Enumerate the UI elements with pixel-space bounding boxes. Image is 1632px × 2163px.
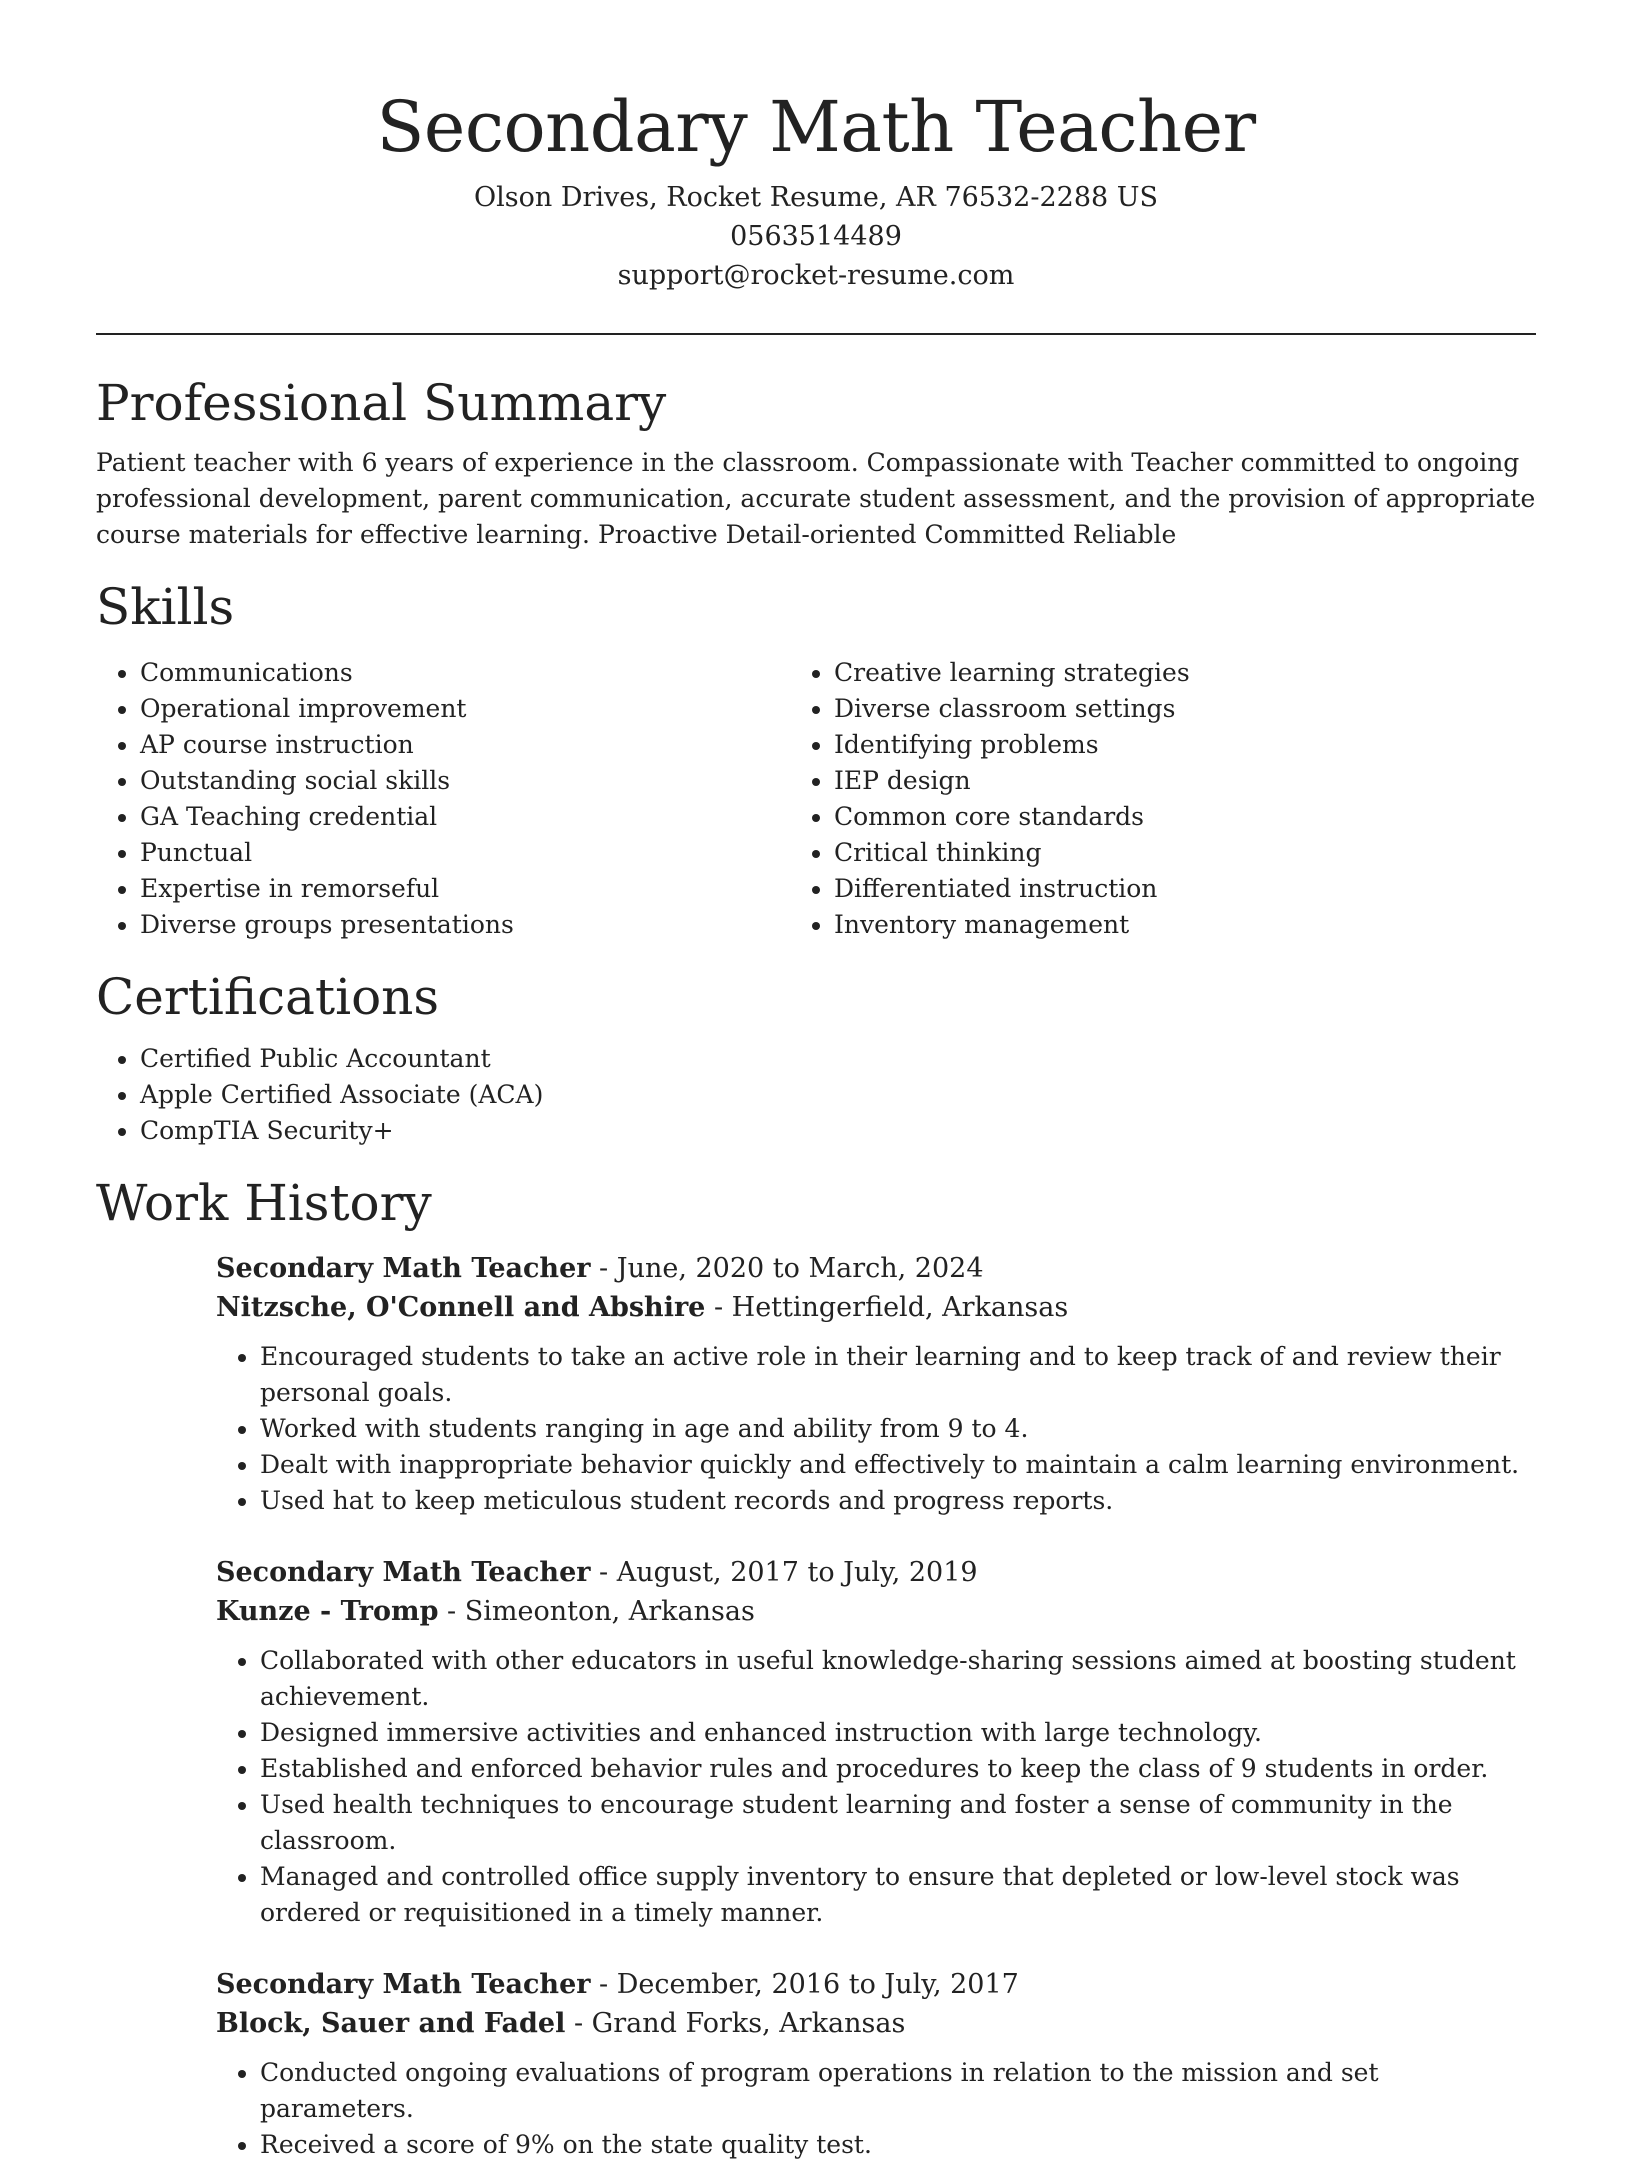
list-item: • GA Teaching credential <box>140 799 790 835</box>
skills-section <box>96 577 1536 943</box>
job-title-line <box>216 1965 1536 2004</box>
list-item: • Communications <box>140 655 790 691</box>
resume-header <box>96 0 1536 295</box>
job-location: - Simeonton, Arkansas <box>438 1596 755 1627</box>
job-bullets <box>216 1643 1536 1931</box>
list-item: • AP course instruction <box>140 727 790 763</box>
list-item: • Dealt with inappropriate behavior quickly and effectively to maintain a calm learning environment. <box>260 1447 1536 1483</box>
job-role: Secondary Math Teacher <box>216 1969 591 2000</box>
contact-phone: 0563514489 <box>730 221 902 252</box>
job-bullets <box>216 2055 1536 2163</box>
list-item: • Certified Public Accountant <box>140 1041 1536 1077</box>
list-item: • Managed and controlled office supply inventory to ensure that depleted or low-level stock was ordered or requisitioned in a timely manner. <box>260 1859 1536 1931</box>
summary-text: Patient teacher with 6 years of experience in the classroom. Compassionate with Teacher committed to ongoing professional development, parent communication, accurate student assessment, and the provision of appropriate course materials for effective learning. Proactive Detail-oriented Committed Reliable <box>96 448 1536 549</box>
contact-address: Olson Drives, Rocket Resume, AR 76532-2288 US <box>473 182 1159 213</box>
job-bullets <box>216 1339 1536 1519</box>
job-title-line <box>216 1553 1536 1592</box>
list-item: • Creative learning strategies <box>834 655 1484 691</box>
job-role: Secondary Math Teacher <box>216 1557 591 1588</box>
list-item: • Inventory management <box>834 907 1484 943</box>
job-entry <box>216 1553 1536 1931</box>
list-item: • Outstanding social skills <box>140 763 790 799</box>
list-item: • Received a score of 9% on the state quality test. <box>260 2127 1536 2163</box>
resume-title: Secondary Math Teacher <box>376 86 1256 168</box>
work-history-heading: Work History <box>96 1174 432 1232</box>
skills-heading: Skills <box>96 578 235 636</box>
list-item: • Punctual <box>140 835 790 871</box>
summary-heading: Professional Summary <box>96 374 667 432</box>
list-item: • Collaborated with other educators in useful knowledge-sharing sessions aimed at boosting student achievement. <box>260 1643 1536 1715</box>
list-item: • Differentiated instruction <box>834 871 1484 907</box>
list-item: • Worked with students ranging in age and ability from 9 to 4. <box>260 1411 1536 1447</box>
job-company: Nitzsche, O'Connell and Abshire <box>216 1292 706 1323</box>
skills-list-left <box>96 655 790 943</box>
list-item: • Established and enforced behavior rules and procedures to keep the class of 9 students in order. <box>260 1751 1536 1787</box>
job-dates: - December, 2016 to July, 2017 <box>590 1969 1019 2000</box>
list-item: • Encouraged students to take an active role in their learning and to keep track of and review their personal goals. <box>260 1339 1536 1411</box>
skills-grid <box>96 655 1536 943</box>
header-divider <box>96 333 1536 335</box>
list-item: • Diverse groups presentations <box>140 907 790 943</box>
job-location: - Grand Forks, Arkansas <box>565 2008 906 2039</box>
certifications-block <box>96 1041 1536 1149</box>
certifications-section <box>96 967 1536 1149</box>
summary-section <box>96 373 1536 553</box>
list-item: • Used health techniques to encourage student learning and foster a sense of community in the classroom. <box>260 1787 1536 1859</box>
job-role: Secondary Math Teacher <box>216 1253 591 1284</box>
list-item: • Operational improvement <box>140 691 790 727</box>
work-history-section <box>96 1173 1536 2163</box>
list-item: • Common core standards <box>834 799 1484 835</box>
list-item: • Identifying problems <box>834 727 1484 763</box>
skills-list-right <box>790 655 1484 943</box>
job-entry <box>216 1249 1536 1519</box>
contact-email: support@rocket-resume.com <box>617 260 1015 291</box>
job-company-line <box>216 1288 1536 1327</box>
job-title-line <box>216 1249 1536 1288</box>
list-item: • Critical thinking <box>834 835 1484 871</box>
list-item: • Used hat to keep meticulous student records and progress reports. <box>260 1483 1536 1519</box>
job-company-line <box>216 2004 1536 2043</box>
job-dates: - June, 2020 to March, 2024 <box>590 1253 984 1284</box>
job-company: Block, Sauer and Fadel <box>216 2008 566 2039</box>
list-item: • Apple Certified Associate (ACA) <box>140 1077 1536 1113</box>
contact-info <box>96 178 1536 295</box>
certifications-list <box>96 1041 1536 1149</box>
job-location: - Hettingerfield, Arkansas <box>705 1292 1069 1323</box>
job-entry <box>216 1965 1536 2163</box>
list-item: • Diverse classroom settings <box>834 691 1484 727</box>
list-item: • Expertise in remorseful <box>140 871 790 907</box>
certifications-heading: Certifications <box>96 968 440 1026</box>
job-company: Kunze - Tromp <box>216 1596 439 1627</box>
job-company-line <box>216 1592 1536 1631</box>
job-dates: - August, 2017 to July, 2019 <box>590 1557 978 1588</box>
list-item: • CompTIA Security+ <box>140 1113 1536 1149</box>
list-item: • Conducted ongoing evaluations of program operations in relation to the mission and set parameters. <box>260 2055 1536 2127</box>
list-item: • Designed immersive activities and enhanced instruction with large technology. <box>260 1715 1536 1751</box>
list-item: • IEP design <box>834 763 1484 799</box>
